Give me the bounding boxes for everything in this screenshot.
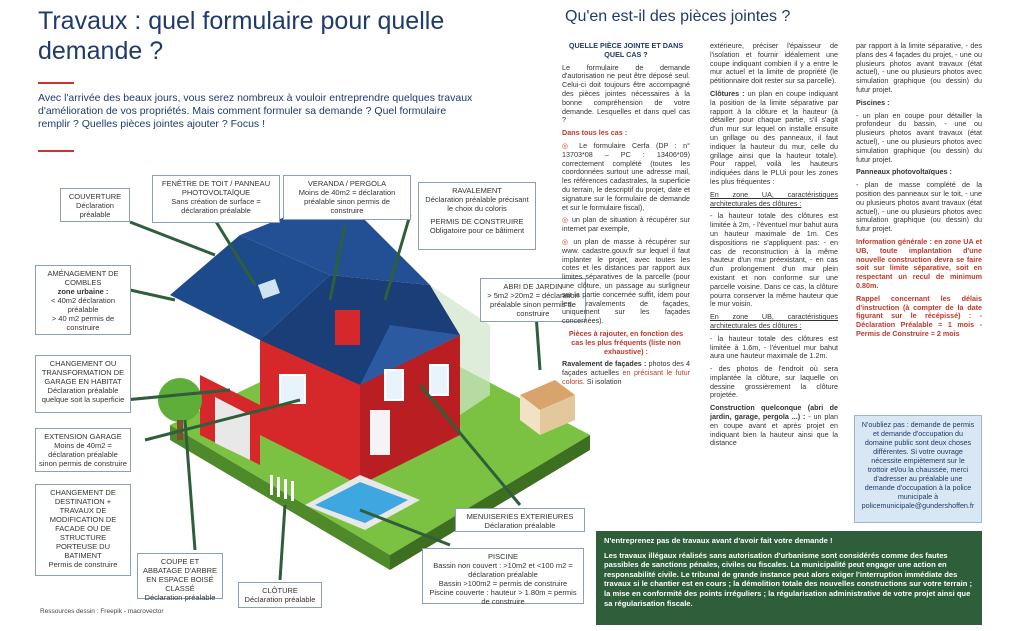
callout-coupe-text: Déclaration préalable [144, 593, 216, 602]
col2-clotures [710, 90, 838, 187]
col1-intro: Le formulaire de demande d'autorisation ne peut être déposé seul. Celui-ci doit toujours être accompagné des pièces jointes nécessaires à la bonne compréhension de votre demande. Lesquelles et dans quel cas ? [562, 62, 690, 125]
callout-cloture-text: Déclaration préalable [244, 595, 316, 604]
callout-abri-title: ABRI DE JARDIN [503, 282, 563, 291]
col2-construction-label: Construction quelconque (abri de jardin, garage, pergola ...) : [710, 403, 838, 422]
callout-piscine-l2: Bassin >100m2 = permis de construire [438, 579, 568, 588]
page-title: Travaux : quel formulaire pour quelle demande ? [38, 7, 445, 65]
column-2 [710, 42, 838, 452]
callout-veranda-text: Moins de 40m2 = déclaration préalable sinon permis de construire [298, 188, 396, 215]
warning-headline: N'entreprenez pas de travaux avant d'avoir fait votre demande ! [604, 536, 833, 545]
callout-extension-title: EXTENSION GARAGE [44, 432, 122, 441]
col2-intro: extérieure, préciser l'épaisseur de l'isolation et fournir idéalement une coupe indiquant combien il y a entre le mur actuel et la limite de propriété (le pétitionnaire doit rester sur sa parcelle). [710, 41, 838, 86]
callout-permis-title: PERMIS DE CONSTRUIRE [430, 217, 524, 226]
col2-construction-text: - un plan en coupe avant et après projet en indiquant bien la hauteur ainsi que la distance [710, 412, 839, 448]
callout-combles-text: < 40m2 déclaration préalable [51, 296, 115, 314]
callout-fenetre-title: FENÊTRE DE TOIT / PANNEAU PHOTOVOLTAÏQUE [161, 179, 271, 197]
callout-fenetre-text: Sans création de surface = déclaration préalable [171, 197, 261, 215]
callout-ravalement-title: RAVALEMENT [452, 186, 502, 195]
warning-text: Les travaux illégaux réalisés sans autorisation d'urbanisme sont considérés comme des fautes passibles de sanctions pénales, civiles ou fiscales. La municipalité peut engager une action en responsabilité civile. Le tribunal de grande instance peut alors exiger l'interruption immédiate des travaux si le chantier est en cours ; la démolition totale des nouvelles constructions sur votre terrain ; la mise en conformité des points irréguliers ; la régularisation administrative de votre projet ainsi que sa régularisation fiscale. [604, 550, 972, 608]
col1-bullet-cerfa-text: Le formulaire Cerfa (DP : n° 13703*08 – PC : 13406*09) correctement complété (toutes les coordonnées surtout une adresse mail, les références cadastrales, la superficie du terrain, le descriptif du projet, date et signature sur le formulaire de demande et sur le formulaire fiscal), [562, 140, 690, 212]
callout-destination-text: Permis de construire [48, 560, 118, 569]
callout-coupe-title: COUPE ET ABBATAGE D'ARBRE EN ESPACE BOISÉ CLASSÉ [142, 557, 218, 593]
callout-extension-text: Moins de 40m2 = déclaration préalable sinon permis de construire [39, 441, 127, 468]
callout-menuiseries [455, 508, 585, 532]
callout-veranda-title: VERANDA / PERGOLA [307, 179, 387, 188]
callout-menuiseries-text: Déclaration préalable [484, 521, 556, 530]
callout-combles-sub: zone urbaine : [57, 287, 109, 296]
col1-add-pieces: Pièces à rajouter, en fonction des cas les plus fréquents (liste non exhaustive) : [568, 328, 684, 356]
col1-all-cases: Dans tous les cas : [562, 128, 628, 138]
callout-abri-text: > 5m2 >20m2 = déclaration préalable sinon permis de construire [487, 291, 579, 318]
col1-bullet-masse-text: un plan de masse à récupérer sur www. cadastre.gouv.fr sur lequel il faut implanter le projet, avec toutes les cotes et les distances par rapport aux limites séparatives de la parcelle (pour une clôture, un passage au surligneur sur la partie concernée suffit, idem pour les ravalements de façades, uniquement sur les façades concernées). [562, 236, 690, 326]
col2-clotures-label: Clôtures : [710, 88, 745, 98]
col1-heading: QUELLE PIÈCE JOINTE ET DANS QUEL CAS ? [568, 41, 684, 59]
callout-menuiseries-title: MENUISERIES EXTERIEURES [466, 512, 574, 521]
warning-box [596, 531, 982, 625]
col2-photos: - des photos de l'endroit où sera implantée la clôture, sur laquelle on dessine grossièrement la clôture projetée. [710, 364, 838, 400]
col2-clotures-text: un plan en coupe indiquant la position de la limite séparative par rapport à la clôture et la hauteur (à détailler pour chaque partie, s'il s'agit d'un mur sur lequel on installe ensuite un grillage ou des panneaux, il faut indiquer la hauteur du mur, celle du grillage ainsi que la hauteur totale). Pour rappel, voilà les hauteurs indiquées dans le PLUi pour les zones les plus fréquentes : [710, 88, 839, 186]
col1-ravalement-label: Ravalement de façades : [562, 359, 647, 369]
callout-piscine-l1: Bassin non couvert : >10m2 et <100 m2 = déclaration préalable [433, 561, 573, 579]
col1-bullet-cerfa: ◎ Le formulaire Cerfa (DP : n° 13703*08 – PC : 13406*09) correctement complété (toutes les coordonnées surtout une adresse mail, les références cadastrales, la superficie du terrain, le descriptif du projet, date et signature sur le formulaire de demande et sur le formulaire fiscal), [562, 140, 690, 212]
callout-destination [35, 484, 131, 576]
callout-couverture-title: COUVERTURE [68, 192, 122, 201]
callout-combles-text2: > 40 m2 permis de construire [51, 314, 115, 332]
callout-combles [35, 265, 131, 335]
col3-info-generale: Information générale : en zone UA et UB, toute implantation d'une nouvelle construction devra se faire soit sur limite séparative, soit en respectant un recul de minimum 0.80m. [856, 236, 982, 290]
callout-extension [35, 428, 131, 472]
col1-ravalement-text: photos des 4 façades actuelles [562, 359, 690, 378]
callout-piscine-l3: Piscine couverte : hauteur > 1.80m = permis de construire [429, 588, 577, 606]
intro-text: Avec l'arrivée des beaux jours, vous serez nombreux à vouloir entreprendre quelques travaux d'amélioration de vos propriétés. Mais comment formuler sa demande ? Quel formulaire remplir ? Quelles pièces jointes ajouter ? Focus ! [38, 92, 473, 130]
col3-piscines-text: - un plan en coupe pour détailler la profondeur du bassin, - une ou plusieurs photos avant travaux (état actuel), - une ou plusieurs photos avec simulation graphique (ou dessin) du futur projet. [856, 110, 982, 164]
col3-rappel-delais: Rappel concernant les délais d'instruction (à compter de la date figurant sur le récépissé) : - Déclaration Préalable = 1 mois - Permis de Construire = 2 mois [856, 293, 982, 338]
callout-piscine-title: PISCINE [487, 552, 518, 561]
col3-pv-label: Panneaux photovoltaïques : [856, 167, 952, 177]
col2-construction [710, 404, 838, 448]
col1-ravalement-end: Si isolation [586, 376, 622, 386]
callout-couverture [60, 188, 130, 222]
callout-ravalement [418, 182, 536, 250]
col3-intro: par rapport à la limite séparative, - des plans des 4 façades du projet, - une ou plusieurs photos avant travaux (état actuel), - une ou plusieurs photos avec simulation graphique (ou dessin) du futur projet. [856, 41, 982, 94]
col3-pv-text: - plan de masse complété de la position des panneaux sur le toit, - une ou plusieurs photos avant travaux (état actuel), - une ou plusieurs photos avec simulation graphique (ou dessin) du futur projet. [856, 180, 982, 234]
callout-garage [35, 355, 131, 413]
callout-permis-text: Obligatoire pour ce bâtiment [429, 226, 525, 235]
callout-destination-title: CHANGEMENT DE DESTINATION + TRAVAUX DE MODIFICATION DE FACADE OU DE STRUCTURE PORTEUSE DU BATIMENT [49, 488, 117, 560]
col2-zone-ub-label: En zone UB, caractéristiques architecturales des clôtures : [710, 312, 838, 330]
callout-coupe [137, 553, 223, 602]
callout-cloture [238, 582, 322, 608]
callout-ravalement-text: Déclaration préalable précisant le choix du coloris [425, 195, 529, 213]
callout-couverture-text: Déclaration préalable [76, 201, 114, 219]
callout-fenetre [152, 175, 280, 223]
col1-ravalement-red: en précisant le futur coloris. [562, 368, 690, 386]
attachments-title: Qu'en est-il des pièces jointes ? [565, 8, 791, 25]
col2-zone-ua-label: En zone UA, caractéristiques architecturales des clôtures : [710, 189, 838, 208]
image-credit: Ressources dessin : Freepik - macrovector [40, 608, 164, 615]
callout-piscine [422, 548, 584, 604]
col1-bullet-masse: ◎ un plan de masse à récupérer sur www. cadastre.gouv.fr sur lequel il faut implanter le projet, avec toutes les cotes et les distances par rapport aux limites séparatives de la parcelle (pour une clôture, un passage au surligneur sur la partie concernée suffit, idem pour les ravalements de façades, uniquement sur les façades concernées). [562, 236, 690, 326]
public-domain-notice: N'oubliez pas : demande de permis et demande d'occupation du domaine public sont deux choses différentes. Si votre ouvrage nécessite empiètement sur le trottoir et/ou la chaussée, merci d'adresser au préalable une demande d'occupation à la police municipale à policemunicipale@gundershoffen.fr [854, 415, 982, 523]
column-1 [562, 42, 690, 391]
col1-bullet-situation: ◎ un plan de situation à récupérer sur internet par exemple, [562, 215, 690, 234]
col2-zone-ub-text: - la hauteur totale des clôtures est limitée à 1.6m, - l'éventuel mur bahut aura une hauteur maximale de 1.2m. [710, 333, 838, 361]
col2-zone-ua-text: - la hauteur totale des clôtures est limitée à 2m, - l'éventuel mur bahut aura un hauteur maximale de 1m. Ces dispositions ne s'appliquent pas: - en cas de reconstruction à la même hauteur d'un mur préexistant, - en cas d'un prolongement d'un mur plein existant et non conforme sur une parcelle voisine. Dans ce cas, la clôture pourra conserver la même hauteur que le mur voisin. [710, 211, 839, 309]
col3-piscines-label: Piscines : [856, 97, 890, 107]
col1-bullet-situation-text: un plan de situation à récupérer sur internet par exemple, [562, 215, 690, 234]
callout-garage-title: CHANGEMENT OU TRANSFORMATION DE GARAGE EN HABITAT [41, 359, 125, 386]
col1-ravalement [562, 360, 690, 386]
callout-veranda [283, 175, 411, 220]
callout-cloture-title: CLÔTURE [262, 586, 298, 595]
callout-garage-text: Déclaration préalable quelque soit la superficie [41, 386, 125, 404]
column-3 [856, 42, 982, 343]
callout-combles-title: AMÉNAGEMENT DE COMBLES [47, 269, 119, 287]
